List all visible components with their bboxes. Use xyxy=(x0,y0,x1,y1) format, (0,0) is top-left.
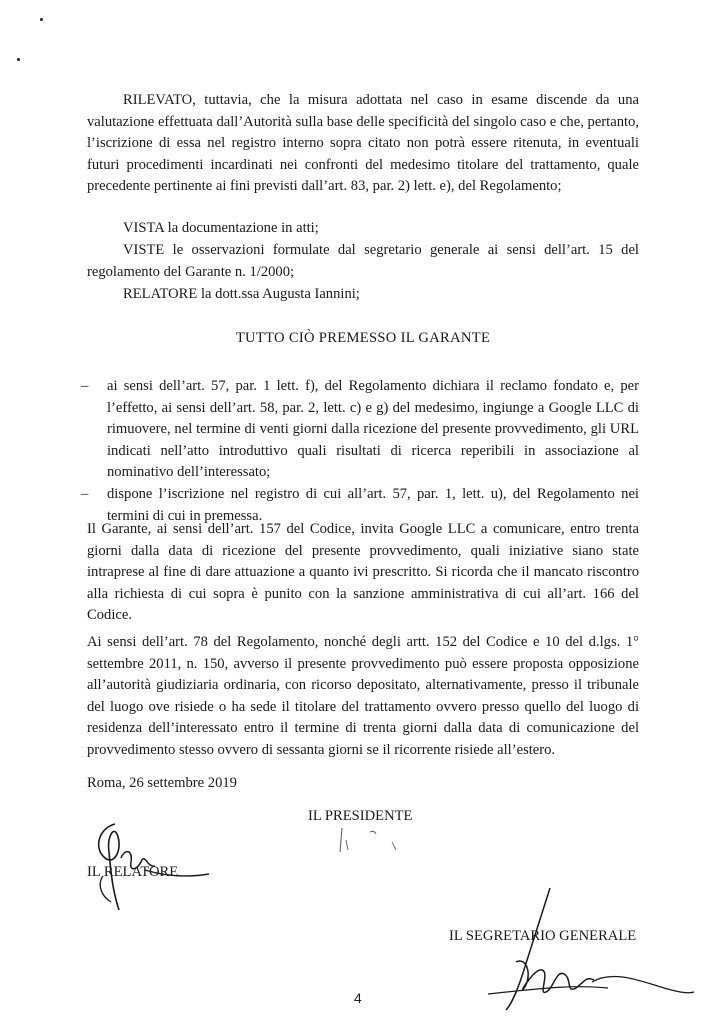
segretario-signature xyxy=(488,884,698,1014)
list-item-text: ai sensi dell’art. 57, par. 1 lett. f), del Regolamento dichiara il reclamo fondato e, per l’effetto, ai sensi dell’art. 58, par. 2, lett. c) e g) del medesimo, ingiunge a Google LLC di rimuovere, nel termine di venti giorni dalla ricezione del presente provvedimento, gli URL indicati nell’atto introduttivo quali risultati di ricerca reperibili in associazione al nominativo dell’interessato; xyxy=(107,378,639,481)
relatore-signature xyxy=(85,818,215,918)
presidente-signature xyxy=(330,822,410,862)
relatore-label: IL RELATORE xyxy=(87,864,179,880)
segretario-label: IL SEGRETARIO GENERALE xyxy=(449,928,637,944)
list-item xyxy=(81,376,639,484)
list-item-text: dispone l’iscrizione nel registro di cui all’art. 57, par. 1, lett. u), del Regolamento nei termini di cui in premessa. xyxy=(107,485,639,524)
paragraph-relatore: RELATORE la dott.ssa Augusta Iannini; xyxy=(123,286,360,302)
dash-bullet: – xyxy=(81,485,89,502)
paragraph-rilevato: RILEVATO, tuttavia, che la misura adottata nel caso in esame discende da una valutazione effettuata dall’Autorità sulla base delle specificità del singolo caso e che, pertanto, l’iscrizione di essa nel registro interno sopra citato non potrà essere ritenuta, in eventuali futuri procedimenti incardinati nei confronti del medesimo titolare del trattamento, quale precedente pertinente ai fini previsti dall’art. 83, par. 2) lett. e), del Regolamento; xyxy=(87,92,639,195)
paragraph-vista: VISTA la documentazione in atti; xyxy=(123,220,319,236)
presidente-label: IL PRESIDENTE xyxy=(308,808,413,824)
paragraph-garante: Il Garante, ai sensi dell’art. 157 del Codice, invita Google LLC a comunicare, entro trenta giorni dalla data di ricezione del presente provvedimento, quali iniziative siano state intraprese al fine di dare attuazione a quanto ivi prescritto. Si ricorda che il mancato riscontro alla richiesta di cui sopra è punito con la sanzione amministrativa di cui all’art. 166 del Codice. xyxy=(87,521,639,624)
page-number: 4 xyxy=(354,990,362,1006)
margin-mark xyxy=(17,58,20,61)
dash-bullet: – xyxy=(81,378,89,394)
paragraph-viste: VISTE le osservazioni formulate dal segretario generale ai sensi dell’art. 15 del regolamento del Garante n. 1/2000; xyxy=(87,242,639,280)
section-heading: TUTTO CIÒ PREMESSO IL GARANTE xyxy=(235,330,491,346)
decision-list xyxy=(81,376,639,527)
date-line: Roma, 26 settembre 2019 xyxy=(87,775,237,791)
margin-mark xyxy=(40,18,43,21)
paragraph-appeal: Ai sensi dell’art. 78 del Regolamento, nonché degli artt. 152 del Codice e 10 del d.lgs. 1° settembre 2011, n. 150, avverso il presente provvedimento può essere proposta opposizione all’autorità giudiziaria ordinaria, con ricorso depositato, alternativamente, presso il tribunale del luogo ove risiede o ha sede il titolare del trattamento ovvero presso quello del luogo di residenza dell’interessato entro il termine di trenta giorni dalla data di comunicazione del provvedimento stesso ovvero di sessanta giorni se il ricorrente risiede all’estero. xyxy=(87,634,639,758)
